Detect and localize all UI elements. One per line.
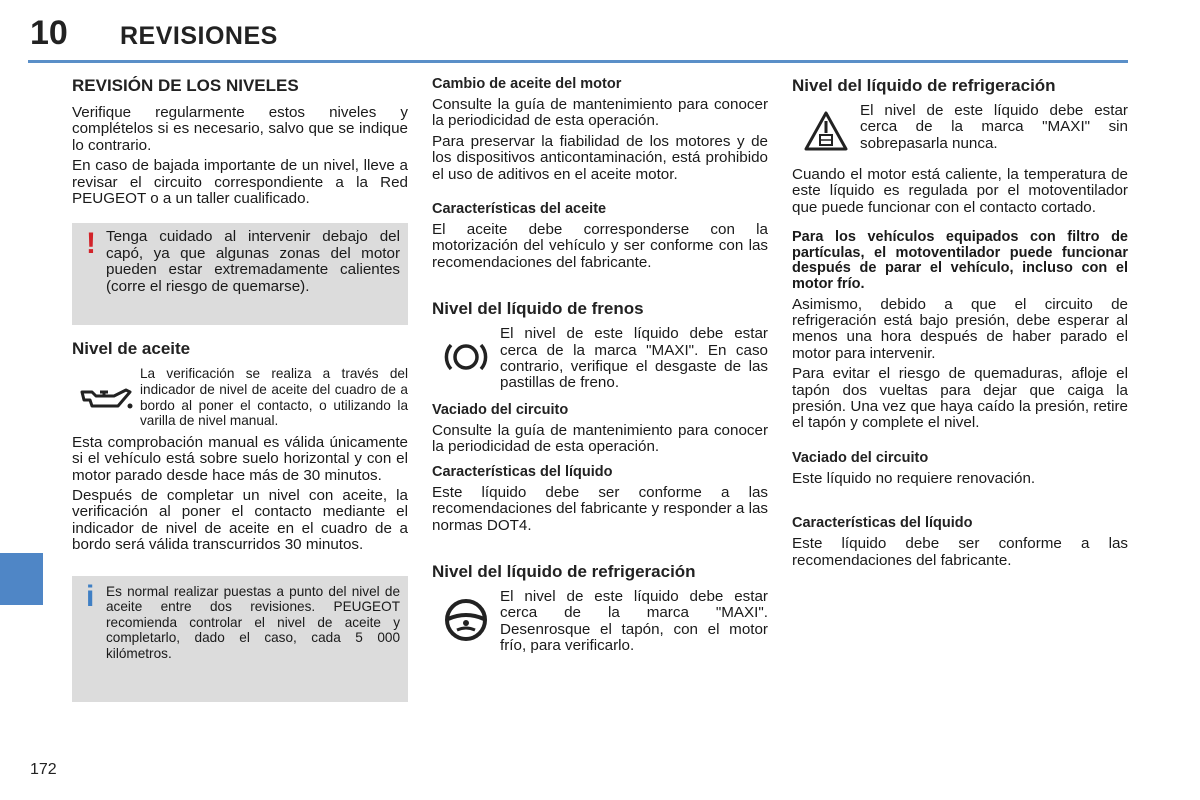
info-icon: i	[86, 579, 95, 613]
oil-indicator-row	[72, 366, 408, 428]
subheading-oil-change: Cambio de aceite del motor	[432, 76, 622, 92]
steering-icon-text: El nivel de este líquido debe estar cerca de la marca "MAXI". Desenrosque el tapón, con el motor frío, para verificarlo.	[500, 587, 768, 655]
column-right	[792, 76, 1128, 569]
oil-icon-text: La verificación se realiza a través del indicador de nivel de aceite del cuadro de a bordo al poner el contacto, o utilizando la varilla de nivel manual.	[140, 366, 408, 429]
bold-paragraph: Para los vehículos equipados con filtro de partículas, el motoventilador puede funcionar después de parar el vehículo, incluso con el motor frío.	[792, 229, 1128, 292]
paragraph: Este líquido debe ser conforme a las recomendaciones del fabricante y responder a las normas DOT4.	[432, 483, 769, 534]
paragraph: Asimismo, debido a que el circuito de refrigeración está bajo presión, debe esperar al menos una hora después de haber parado el motor para intervenir.	[792, 295, 1128, 362]
paragraph: En caso de bajada importante de un nivel, lleve a revisar el circuito correspondiente a la Red PEUGEOT o a un taller cualificado.	[72, 157, 408, 208]
info-text: Es normal realizar puestas a punto del nivel de aceite entre dos revisiones. PEUGEOT recomienda controlar el nivel de aceite y completarlo, dado el caso, cada 5 000 kilómetros.	[106, 583, 400, 662]
chapter-number: 10	[30, 14, 68, 52]
header-rule	[28, 60, 1128, 63]
paragraph: Cuando el motor está caliente, la temperatura de este líquido es regulada por el motoventilador que puede funcionar con el contacto cortado.	[792, 166, 1128, 216]
info-box	[72, 576, 408, 702]
coolant-row	[792, 103, 1128, 159]
section-title-coolant-level: Nivel del líquido de refrigeración	[792, 76, 1056, 95]
paragraph: Este líquido debe ser conforme a las recomendaciones del fabricante.	[792, 535, 1128, 569]
subheading-drain: Vaciado del circuito	[432, 401, 569, 418]
chapter-title: REVISIONES	[120, 22, 278, 50]
section-title-oil: Nivel de aceite	[72, 339, 191, 359]
column-left	[72, 76, 408, 702]
column-middle	[432, 76, 768, 655]
warning-box	[72, 223, 408, 325]
subheading-liquid-characteristics: Características del líquido	[792, 515, 973, 532]
oil-can-icon	[72, 366, 140, 428]
page-number: 172	[30, 761, 57, 778]
chapter-side-tab	[0, 553, 43, 605]
subheading-drain: Vaciado del circuito	[792, 449, 929, 466]
paragraph: Verifique regularmente estos niveles y complételos si es necesario, salvo que se indique lo contrario.	[72, 104, 408, 154]
paragraph: Este líquido no requiere renovación.	[792, 469, 1036, 487]
coolant-warning-icon	[792, 103, 860, 159]
section-title-coolant: Nivel del líquido de refrigeración	[432, 561, 696, 581]
exclamation-icon: !	[86, 227, 96, 261]
paragraph: Para evitar el riesgo de quemaduras, afloje el tapón dos vueltas para dejar que caiga la presión. Una vez que haya caído la presión, retire el tapón y complete el nivel.	[792, 365, 1128, 432]
paragraph: El aceite debe corresponderse con la motorización del vehículo y ser conforme con las recomendaciones del fabricante.	[432, 221, 768, 271]
paragraph: Después de completar un nivel con aceite, la verificación al poner el contacto mediante el indicador de nivel de aceite en el cuadro de a bordo será válida transcurridos 30 minutos.	[72, 487, 408, 554]
subheading-oil-characteristics: Características del aceite	[432, 201, 607, 218]
paragraph: Consulte la guía de mantenimiento para conocer la periodicidad de esta operación.	[432, 96, 768, 130]
section-title-levels: REVISIÓN DE LOS NIVELES	[72, 76, 299, 95]
paragraph: Esta comprobación manual es válida únicamente si el vehículo está sobre suelo horizontal y con el motor parado desde hace más de 30 minutos.	[72, 433, 408, 484]
brake-row	[432, 326, 768, 392]
steering-wheel-icon	[432, 589, 500, 651]
brake-icon-text: El nivel de este líquido debe estar cerca de la marca "MAXI". En caso contrario, verifique el desgaste de las pastillas de freno.	[500, 325, 768, 392]
coolant-icon-text: El nivel de este líquido debe estar cerca de la marca "MAXI" sin sobrepasarla nunca.	[860, 102, 1128, 152]
paragraph: Para preservar la fiabilidad de los motores y de los dispositivos anticontaminación, está prohibido el uso de aditivos en el aceite motor.	[432, 132, 768, 183]
warning-text: Tenga cuidado al intervenir debajo del capó, ya que algunas zonas del motor pueden estar extremadamente calientes (corre el riesgo de quemarse).	[106, 228, 400, 295]
subheading-liquid-characteristics: Características del líquido	[432, 463, 613, 480]
paragraph: Consulte la guía de mantenimiento para conocer la periodicidad de esta operación.	[432, 421, 768, 456]
section-title-brake-fluid: Nivel del líquido de frenos	[432, 299, 644, 319]
steering-row	[432, 589, 768, 655]
brake-warning-icon	[432, 326, 500, 388]
